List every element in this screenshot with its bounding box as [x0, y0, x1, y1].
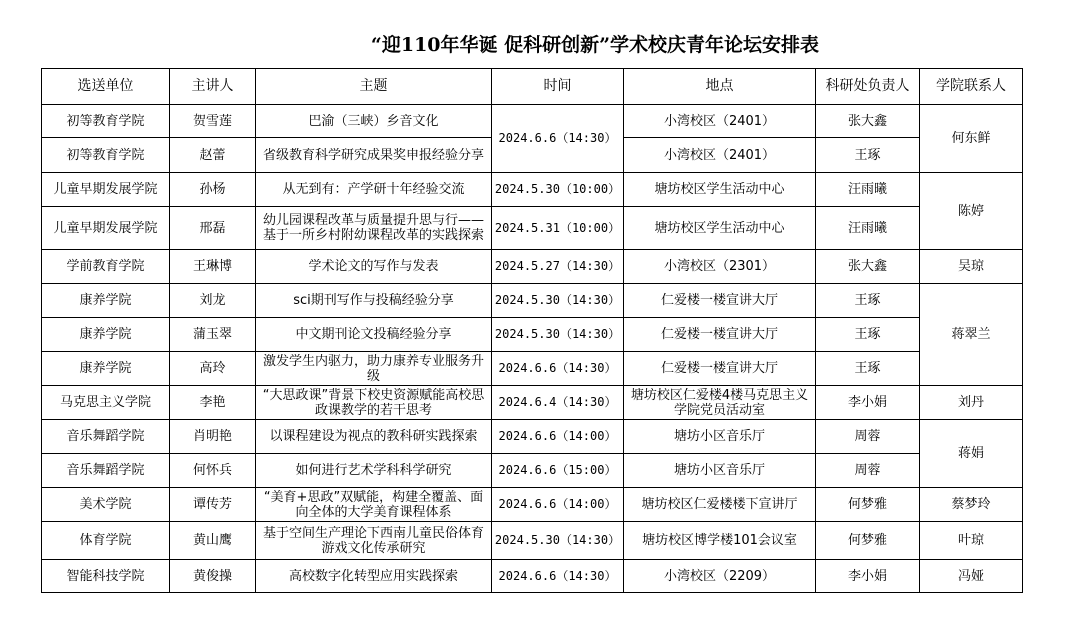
header-unit: 选送单位 [42, 69, 170, 105]
cell-time: 2024.6.6（14:30） [492, 560, 624, 593]
cell-unit: 初等教育学院 [42, 138, 170, 173]
cell-topic [256, 522, 492, 560]
cell-topic [256, 352, 492, 386]
table-row [42, 352, 1023, 386]
table-row [42, 488, 1023, 522]
cell-place: 小湾校区（2401） [624, 105, 816, 138]
cell-topic [256, 420, 492, 454]
schedule-table [41, 68, 1023, 593]
cell-topic [256, 488, 492, 522]
cell-unit: 初等教育学院 [42, 105, 170, 138]
cell-contact: 蔡梦玲 [920, 488, 1023, 522]
cell-place: 塘坊校区博学楼101会议室 [624, 522, 816, 560]
cell-speaker: 邢磊 [170, 207, 256, 250]
cell-lead: 张大鑫 [816, 250, 920, 284]
topic-text: 从无到有：产学研十年经验交流 [282, 182, 465, 197]
cell-unit: 儿童早期发展学院 [42, 207, 170, 250]
cell-lead: 李小娟 [816, 560, 920, 593]
cell-unit: 马克思主义学院 [42, 386, 170, 420]
cell-topic [256, 105, 492, 138]
table-row [42, 522, 1023, 560]
header-time: 时间 [492, 69, 624, 105]
cell-lead: 王琢 [816, 284, 920, 318]
cell-speaker: 谭传芳 [170, 488, 256, 522]
cell-contact: 何东鲜 [920, 105, 1023, 173]
header-speaker: 主讲人 [170, 69, 256, 105]
cell-place: 塘坊校区仁爱楼楼下宣讲厅 [624, 488, 816, 522]
cell-topic [256, 173, 492, 207]
cell-contact: 蒋娟 [920, 420, 1023, 488]
cell-lead: 王琢 [816, 138, 920, 173]
table-row [42, 173, 1023, 207]
topic-text: 高校数字化转型应用实践探索 [288, 568, 458, 584]
cell-lead: 汪雨曦 [816, 207, 920, 250]
cell-contact: 刘丹 [920, 386, 1023, 420]
header-topic: 主题 [256, 69, 492, 105]
cell-place [624, 386, 816, 420]
cell-topic [256, 284, 492, 318]
cell-speaker: 高玲 [170, 352, 256, 386]
cell-unit: 智能科技学院 [42, 560, 170, 593]
topic-text: 以课程建设为视点的教科研实践探索 [269, 429, 478, 444]
cell-speaker: 黄俊操 [170, 560, 256, 593]
cell-topic [256, 207, 492, 250]
cell-speaker: 何怀兵 [170, 454, 256, 488]
cell-time: 2024.5.30（14:30） [492, 522, 624, 560]
topic-text: 巴渝（三峡）乡音文化 [308, 113, 439, 129]
cell-time: 2024.5.27（14:30） [492, 250, 624, 284]
cell-time: 2024.5.30（10:00） [492, 173, 624, 207]
cell-topic [256, 386, 492, 420]
cell-topic [256, 138, 492, 173]
cell-lead: 何梦雅 [816, 488, 920, 522]
cell-topic [256, 560, 492, 593]
cell-unit: 康养学院 [42, 352, 170, 386]
cell-topic [256, 318, 492, 352]
cell-unit: 音乐舞蹈学院 [42, 420, 170, 454]
cell-time: 2024.6.4（14:30） [492, 386, 624, 420]
cell-time: 2024.6.6（14:00） [492, 488, 624, 522]
cell-place: 小湾校区（2209） [624, 560, 816, 593]
cell-speaker: 肖明艳 [170, 420, 256, 454]
table-row [42, 454, 1023, 488]
cell-lead: 李小娟 [816, 386, 920, 420]
table-row [42, 560, 1023, 593]
header-place: 地点 [624, 69, 816, 105]
topic-text: 学术论文的写作与发表 [308, 259, 439, 274]
cell-speaker: 贺雪莲 [170, 105, 256, 138]
cell-unit: 美术学院 [42, 488, 170, 522]
cell-speaker: 刘龙 [170, 284, 256, 318]
cell-lead: 张大鑫 [816, 105, 920, 138]
cell-contact: 陈婷 [920, 173, 1023, 250]
cell-lead: 王琢 [816, 318, 920, 352]
cell-time: 2024.5.30（14:30） [492, 284, 624, 318]
cell-unit: 康养学院 [42, 318, 170, 352]
cell-speaker: 李艳 [170, 386, 256, 420]
table-row [42, 420, 1023, 454]
place-text: 塘坊校区仁爱楼4楼马克思主义学院党员活动室 [630, 387, 809, 418]
header-contact: 学院联系人 [920, 69, 1023, 105]
cell-topic [256, 250, 492, 284]
table-row [42, 386, 1023, 420]
cell-contact: 冯娅 [920, 560, 1023, 593]
header-lead: 科研处负责人 [816, 69, 920, 105]
cell-time: 2024.6.6（15:00） [492, 454, 624, 488]
cell-topic [256, 454, 492, 488]
cell-lead: 周蓉 [816, 420, 920, 454]
table-row [42, 318, 1023, 352]
topic-text: sci期刊写作与投稿经验分享 [293, 293, 454, 308]
cell-place: 仁爱楼一楼宣讲大厅 [624, 352, 816, 386]
header-row [42, 69, 1023, 105]
cell-unit: 康养学院 [42, 284, 170, 318]
cell-time: 2024.5.30（14:30） [492, 318, 624, 352]
cell-time: 2024.5.31（10:00） [492, 207, 624, 250]
cell-lead: 周蓉 [816, 454, 920, 488]
topic-text: 幼儿园课程改革与质量提升思与行——基于一所乡村附幼课程改革的实践探索 [262, 213, 484, 243]
table-row [42, 207, 1023, 250]
cell-lead: 汪雨曦 [816, 173, 920, 207]
cell-unit: 儿童早期发展学院 [42, 173, 170, 207]
cell-speaker: 王琳博 [170, 250, 256, 284]
cell-lead: 何梦雅 [816, 522, 920, 560]
cell-place: 塘坊小区音乐厅 [624, 454, 816, 488]
cell-speaker: 孙杨 [170, 173, 256, 207]
cell-place: 仁爱楼一楼宣讲大厅 [624, 318, 816, 352]
topic-text: “大思政课”背景下校史资源赋能高校思政课教学的若干思考 [262, 387, 485, 418]
table-row [42, 250, 1023, 284]
topic-text: “美育+思政”双赋能，构建全覆盖、面向全体的大学美育课程体系 [263, 489, 484, 520]
cell-place: 仁爱楼一楼宣讲大厅 [624, 284, 816, 318]
cell-time: 2024.6.6（14:00） [492, 420, 624, 454]
cell-place: 小湾校区（2301） [624, 250, 816, 284]
cell-lead: 王琢 [816, 352, 920, 386]
cell-place: 塘坊小区音乐厅 [624, 420, 816, 454]
cell-unit: 体育学院 [42, 522, 170, 560]
topic-text: 如何进行艺术学科科学研究 [295, 463, 452, 478]
cell-speaker: 蒲玉翠 [170, 318, 256, 352]
topic-text: 中文期刊论文投稿经验分享 [295, 327, 452, 342]
page-title: “迎110年华诞 促科研创新”学术校庆青年论坛安排表 [370, 34, 820, 56]
table-row [42, 105, 1023, 138]
cell-place: 塘坊校区学生活动中心 [624, 207, 816, 250]
cell-contact: 叶琼 [920, 522, 1023, 560]
cell-unit: 音乐舞蹈学院 [42, 454, 170, 488]
cell-speaker: 黄山鹰 [170, 522, 256, 560]
cell-place: 塘坊校区学生活动中心 [624, 173, 816, 207]
topic-text: 激发学生内驱力，助力康养专业服务升级 [262, 353, 484, 384]
cell-unit: 学前教育学院 [42, 250, 170, 284]
topic-text: 基于空间生产理论下西南儿童民俗体育游戏文化传承研究 [262, 525, 484, 556]
cell-time: 2024.6.6（14:30） [492, 105, 624, 173]
cell-speaker: 赵蕾 [170, 138, 256, 173]
cell-time: 2024.6.6（14:30） [492, 352, 624, 386]
cell-place: 小湾校区（2401） [624, 138, 816, 173]
cell-contact: 吴琼 [920, 250, 1023, 284]
cell-contact: 蒋翠兰 [920, 284, 1023, 386]
topic-text: 省级教育科学研究成果奖申报经验分享 [262, 147, 484, 163]
table-row [42, 284, 1023, 318]
